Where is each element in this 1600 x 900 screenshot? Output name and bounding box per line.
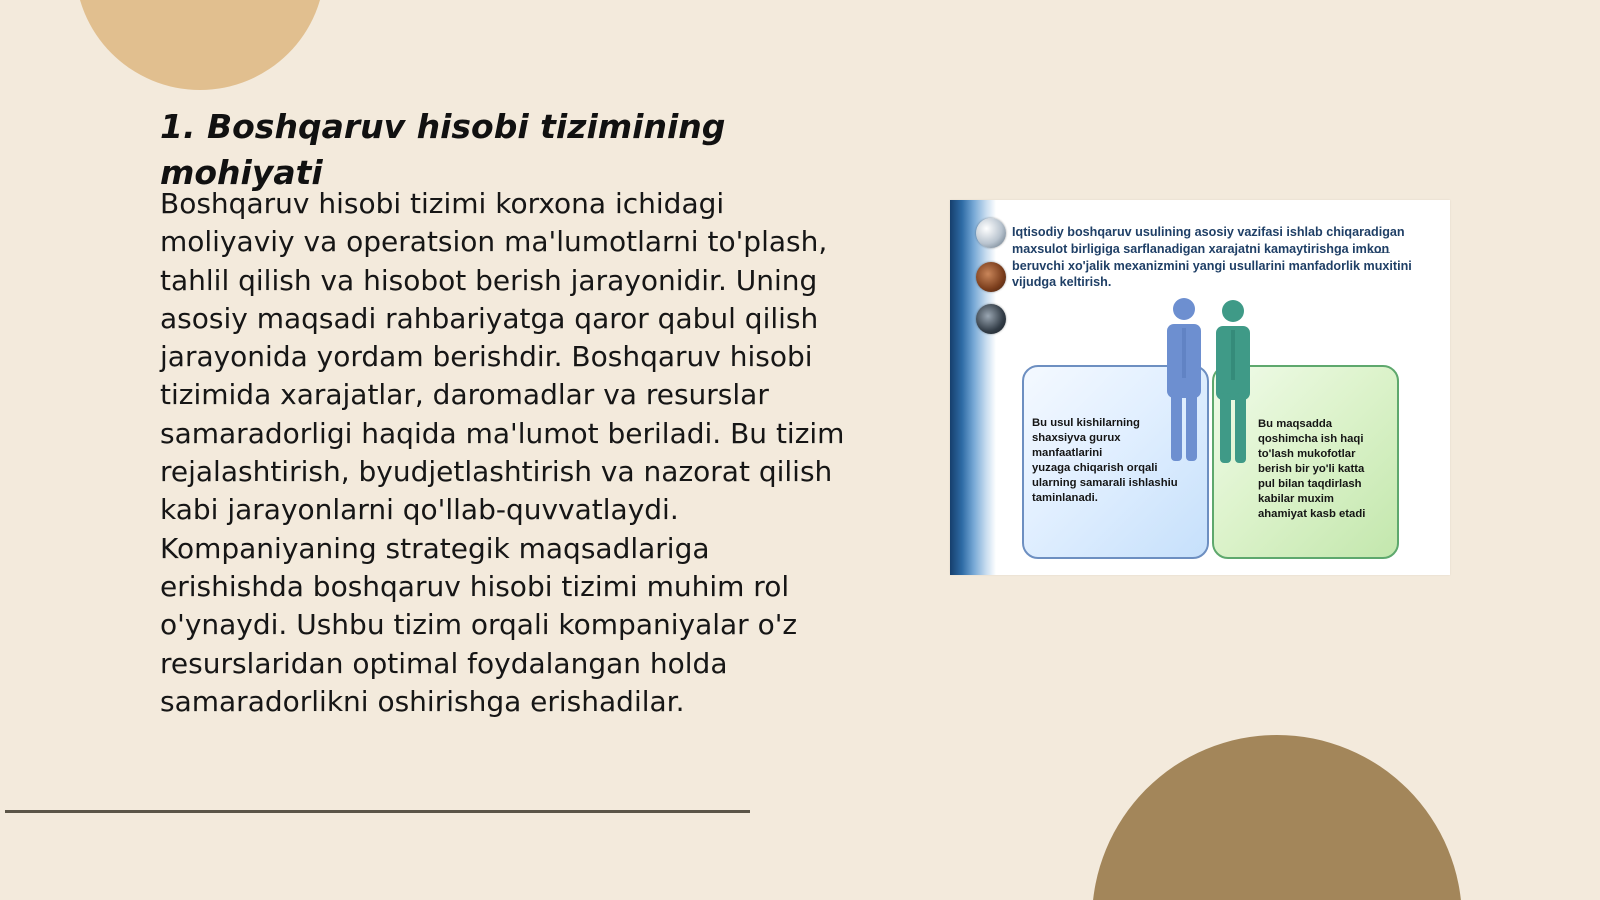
figure-image	[950, 200, 1450, 575]
group-bullet-icon	[976, 304, 1006, 334]
decorative-circle-top	[75, 0, 325, 90]
figure-side-stripe	[950, 200, 996, 575]
slide-title: 1. Boshqaruv hisobi tizimining mohiyati	[160, 107, 726, 192]
figure-heading: Iqtisodiy boshqaruv usulining asosiy vazifasi ishlab chiqaradigan maxsulot birligiga sarflanadigan xarajatni kamaytirishga imkon beruvchi xo'jalik mexanizmini yangi usullarini manfadorlik muxitini vijudga keltirish.	[1012, 225, 1412, 290]
person-bullet-icon	[976, 262, 1006, 292]
figure-left-box-text: Bu usul kishilarning shaxsiyva gurux manfaatlarini yuzaga chiqarish orqali ularning samarali ishlashiu taminlanadi.	[1032, 417, 1178, 504]
divider-line	[5, 810, 750, 813]
gear-bullet-icon	[976, 218, 1006, 248]
person-figure-icon	[1211, 298, 1255, 466]
figure-right-box-text: Bu maqsadda qoshimcha ish haqi to'lash mukofotlar berish bir yo'li katta pul bilan taqdirlash kabilar muxim ahamiyat kasb etadi	[1258, 418, 1366, 520]
decorative-circle-bottom	[1092, 735, 1462, 900]
slide-body-text: Boshqaruv hisobi tizimi korxona ichidagi moliyaviy va operatsion ma'lumotlarni to'plash, tahlil qilish va hisobot berish jarayonidir. Uning asosiy maqsadi rahbariyatga qaror qabul qilish jarayonida yordam berishdir. Boshqaruv hisobi tizimida xarajatlar, daromadlar va resurslar samaradorligi haqida ma'lumot beriladi. Bu tizim rejalashtirish, byudjetlashtirish va nazorat qilish kabi jarayonlarni qo'llab-quvvatlaydi. Kompaniyaning strategik maqsadlariga erishishda boshqaruv hisobi tizimi muhim rol o'ynaydi. Ushbu tizim orqali kompaniyalar o'z resurslaridan optimal foydalangan holda samaradorlikni oshirishga erishadilar.	[160, 187, 845, 718]
